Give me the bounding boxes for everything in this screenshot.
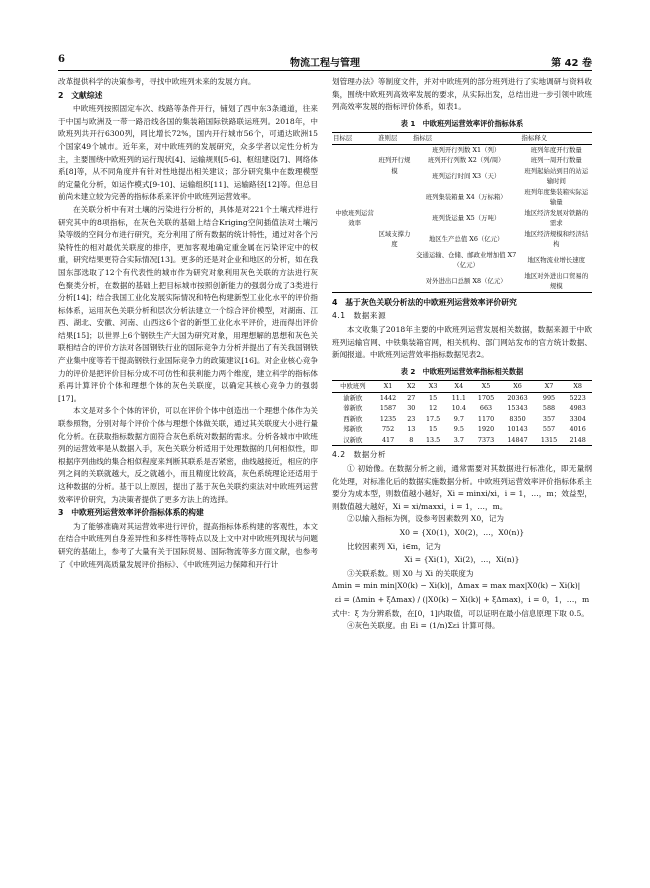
table-header: 目标层 xyxy=(332,133,377,145)
value-cell: 4983 xyxy=(569,404,586,413)
paragraph: ① 初始像。在数据分析之前，通常需要对其数据进行标准化，即无量纲化处理，对标准化后的数据实施数据分析。中欧班列运营效率评价指标体系主要分为成本型，则数值越小越好，Xi = minxi/xi，i = 1，…，m；效益型，则数值越大越好，Xi = xi/maxxi，i = 1，…，m。 xyxy=(332,464,592,511)
data-table xyxy=(332,380,592,446)
value-cell: 2148 xyxy=(569,435,586,444)
value-cell: 8 xyxy=(409,435,414,444)
running-header xyxy=(58,54,592,69)
route-name-cell: 蓉新欧 xyxy=(343,404,363,413)
formula: Xi = {Xi(1)，Xi(2)，…，Xi(n)} xyxy=(404,555,520,565)
paragraph: 式中：ξ 为分辨系数，在[0，1]内取值，可以证明在最小信息原理下取 0.5。 xyxy=(332,608,589,618)
table-header: X2 xyxy=(402,381,420,393)
table-header: X4 xyxy=(446,381,472,393)
paragraph: 中欧班列按照固定车次、线路等条件开行，铺划了西中东3条通道，往来于中国与欧洲及一带一路沿线各国的集装箱国际铁路联运班列。2018年，中欧班列共开行6300列，同比增长72%，国内开行城市56个，可通达欧洲15个国家49个城市。近年来，对中欧班列的发展研究，众多学者以定性分析为主，主要围绕中欧班列的运行现状[4]、运输规则[5-6]、枢纽建设[7]、网络体系[8]等，从不同角度并有针对性地提出相关建议；部分研究集中在数理模型的定量化分析，如运作模式[9-10]、运输组织[11]、运输路径[12]等。但总目前尚未建立较为完善的指标体系来评价中欧班列运营效率。 xyxy=(58,104,318,202)
indicator-cell: 地区生产总值 X6（亿元） xyxy=(428,235,504,244)
table-row xyxy=(332,392,592,403)
indicator-cell: 交通运输、仓储、邮政业增加值 X7（亿元） xyxy=(416,250,517,270)
table-header: X8 xyxy=(563,381,592,393)
paragraph: ③关联系数。则 X0 与 Xi 的关联度为 xyxy=(347,568,474,578)
value-cell: 663 xyxy=(479,404,493,413)
table-header: 准则层 xyxy=(377,133,412,145)
value-cell: 1442 xyxy=(379,393,397,402)
value-cell: 23 xyxy=(407,414,416,423)
value-cell: 1920 xyxy=(477,425,495,434)
definition-cell: 班列年度集装箱实际运输量 xyxy=(524,187,589,207)
value-cell: 1170 xyxy=(477,414,495,423)
formula: εi = (Δmin + ξΔmax) / (|X0(k) − Xi(k)| + ξΔmax)，i = 0，1，…，m xyxy=(334,594,590,604)
header-rule xyxy=(58,70,592,71)
subsection-heading-4-2: 4.2 数据分析 xyxy=(332,450,387,460)
value-cell: 995 xyxy=(542,393,556,402)
value-cell: 357 xyxy=(542,414,556,423)
value-cell: 14847 xyxy=(507,435,528,444)
definition-cell: 地区对外进出口贸易的规模 xyxy=(524,271,589,291)
value-cell: 4016 xyxy=(569,425,586,434)
value-cell: 3.7 xyxy=(453,435,464,444)
value-cell: 5223 xyxy=(569,393,586,402)
table-row xyxy=(332,403,592,414)
table1-caption: 表 1 中欧班列运营效率评价指标体系 xyxy=(400,118,524,128)
value-cell: 752 xyxy=(381,425,395,434)
formula: Δmin = min min|X0(k) − Xi(k)|，Δmax = max max|X0(k) − Xi(k)| xyxy=(332,581,581,591)
value-cell: 30 xyxy=(407,404,416,413)
criterion-cell: 区域支撑力度 xyxy=(378,229,411,249)
section-heading-3: 3 中欧班列运营效率评价指标体系的构建 xyxy=(58,508,204,518)
value-cell: 1315 xyxy=(540,435,558,444)
definition-cell: 地区经济发展对铁路的需求 xyxy=(524,208,589,228)
table-header: 指标释义 xyxy=(521,133,592,145)
indicator-cell: 班列货运量 X5（万吨） xyxy=(432,214,501,223)
paragraph: 划管理办法》等制度文件，并对中欧班列的部分班列进行了实地调研与资料收集，围绕中欧班列高效率发展的要求，从实际出发，总结出进一步引领中欧班列高效率发展的指标评价体系，如表1。 xyxy=(332,77,592,112)
indicator-cell: 对外进出口总额 X8（亿元） xyxy=(425,277,507,286)
table2-caption: 表 2 中欧班列运营效率指标相关数据 xyxy=(400,366,524,376)
indicator-cell: 班列开行列数 X2（列/周） xyxy=(427,156,505,165)
paragraph: ②以输入指标为例，设参考因素数列 X0，记为 xyxy=(347,514,504,524)
value-cell: 557 xyxy=(542,425,556,434)
table-header: X3 xyxy=(420,381,446,393)
value-cell: 1235 xyxy=(379,414,397,423)
value-cell: 417 xyxy=(381,435,395,444)
table-header: X1 xyxy=(374,381,403,393)
route-name-cell: 汉新欧 xyxy=(343,435,363,444)
paragraph: 改革提供科学的决策参考，寻找中欧班列未来的发展方向。 xyxy=(58,77,256,86)
value-cell: 27 xyxy=(407,393,416,402)
table-header: X7 xyxy=(535,381,564,393)
definition-cell: 班列一周开行数量 xyxy=(530,156,582,165)
indicator-cell: 班列开行列数 X1（列） xyxy=(432,145,501,154)
value-cell: 1587 xyxy=(379,404,397,413)
definition-cell: 班列起始站到目的站运输时间 xyxy=(524,166,589,186)
table-header: X5 xyxy=(472,381,501,393)
right-column xyxy=(332,76,592,633)
paragraph: 为了能够准确对其运营效率进行评价，提高指标体系构建的客观性，本文在结合中欧班列自身差异性和多样性等特点以及上文中对中欧班列现状与问题研究的基础上，参考了大量有关于国际贸易、国际物流等多方面文献，也参考了《中欧班列高质量发展评价指标》、《中欧班列运力保障和开行计 xyxy=(58,521,318,569)
paragraph: 本文是对多个个体的评价，可以在评价个体中创造出一个理想个体作为关联参照物，分别对每个评价个体与理想个体做关联，通过其关联度大小进行量化分析。在获取指标数据方面符合灰色系统对数据的需求。分析各城市中欧班列的运营效率是从数据入手，灰色关联分析适用于处理数据的几何相似性，即根据序列曲线的集合相似程度来判断其联系是否紧密，曲线越接近，相应的序列之间的关联就越大，反之就越小，而且精度比较高，灰色系统理论还适用于这种数据的分析。基于以上原因，提出了基于灰色关联约束法对中欧班列运营效率评价研究，为决策者提供了更多方法上的选择。 xyxy=(58,406,318,504)
value-cell: 11.1 xyxy=(451,393,466,402)
table-row xyxy=(332,424,592,435)
table-row xyxy=(332,435,592,446)
section-heading-2: 2 文献综述 xyxy=(58,90,103,100)
paragraph: 比较因素列 Xi，i∈m，记为 xyxy=(347,541,441,551)
paragraph: 本文收集了2018年主要的中欧班列运营发展相关数据，数据来源于中欧班列运输官网、中铁集装箱官网，相关机构、部门网站发布的官方统计数据、新闻报道。中欧班列运营效率指标数据见表2。 xyxy=(332,325,592,360)
route-name-cell: 郑新欧 xyxy=(343,425,363,434)
table-row xyxy=(332,414,592,425)
value-cell: 3304 xyxy=(569,414,586,423)
left-column xyxy=(58,76,318,571)
definition-cell: 班列年度开行数量 xyxy=(530,145,582,154)
table-header: 中欧班列 xyxy=(332,381,374,393)
value-cell: 13 xyxy=(407,425,416,434)
value-cell: 1705 xyxy=(477,393,495,402)
formula: X0 = {X0(1)，X0(2)，…，X0(n)} xyxy=(399,528,525,537)
value-cell: 15343 xyxy=(507,404,528,413)
journal-title: 物流工程与管理 xyxy=(290,58,360,69)
table-header-row xyxy=(332,381,592,393)
paragraph: ④灰色关联度。由 Ei = (1/n)Σεi 计算可得。 xyxy=(347,621,500,631)
target-cell: 中欧班列运营效率 xyxy=(335,208,374,228)
value-cell: 10143 xyxy=(507,425,528,434)
value-cell: 15 xyxy=(429,393,438,402)
value-cell: 17.5 xyxy=(425,414,441,423)
indicator-table xyxy=(332,132,592,293)
criterion-cell: 班列开行规模 xyxy=(378,156,411,175)
indicator-cell: 班列集装箱量 X4（万标箱） xyxy=(425,193,507,202)
value-cell: 10.4 xyxy=(451,404,466,413)
definition-cell: 地区物流业增长速度 xyxy=(527,256,586,265)
value-cell: 588 xyxy=(542,404,556,413)
route-name-cell: 西新欧 xyxy=(343,414,363,423)
table-body xyxy=(332,392,592,446)
value-cell: 20363 xyxy=(507,393,528,402)
value-cell: 15 xyxy=(429,425,438,434)
value-cell: 7373 xyxy=(477,435,495,444)
value-cell: 9.5 xyxy=(453,425,464,434)
table-header: X6 xyxy=(500,381,534,393)
value-cell: 13.5 xyxy=(425,435,441,444)
value-cell: 12 xyxy=(429,404,438,413)
indicator-cell: 班列运行时间 X3（天） xyxy=(432,172,501,181)
paragraph: 在关联分析中有对土壤的污染进行分析的，具体是对221个土壤式样进行研究其中的8项指标，在灰色关联的基础上结合Kriging空间插值法对土壤污染等级的空间分布进行研究，充分利用了所有数据的统计特性，通过对各个污染特性的相对最优关联度的排序，更加客观地确定重金属在污染评定中的权重，研究结果更符合实际情况[13]。更多的还是对企业和地区的分析，如在我国东部选取了12个有代表性的城市作为研究对象利用灰色关联的方法进行灰色聚类分析，在数据的基础上把目标城市按照创新能力的强弱分成了3类进行分析[14]；结合我国工业化发展实际情况和特色构建新型工业化水平的评价指标体系，运用灰色关联分析和层次分析法建立一个综合评价模型，对湖南、江西、湖北、安徽、河南、山西这6个省的新型工业化水平评价，进而得出评价结果[15]；以世界上6个钢铁生产大国为研究对象，用理想解的思想和灰色关联相结合的评价方法对各国钢铁行业的国际竞争力分析并提出了有关我国钢铁产业集中度等若干提高钢铁行业国际竞争力的政策建议[16]。对企业核心竞争力的评价是把评价目标分成不可仿性和获利能力两个维度，建立科学的指标体系再计算评价个体和理想个体的灰色关联度，以确定其核心竞争力的强弱[17]。 xyxy=(58,204,318,403)
value-cell: 9.7 xyxy=(453,414,464,423)
volume-label: 第 42 卷 xyxy=(551,58,592,69)
definition-cell: 地区经济规模和经济结构 xyxy=(524,229,589,249)
value-cell: 8350 xyxy=(509,414,526,423)
route-name-cell: 渝新欧 xyxy=(343,393,363,402)
subsection-heading-4-1: 4.1 数据来源 xyxy=(332,311,387,321)
section-heading-4: 4 基于灰色关联分析法的中欧班列运营效率评价研究 xyxy=(332,297,517,307)
table-header: 指标层 xyxy=(412,133,521,145)
page-number: 6 xyxy=(58,54,65,65)
